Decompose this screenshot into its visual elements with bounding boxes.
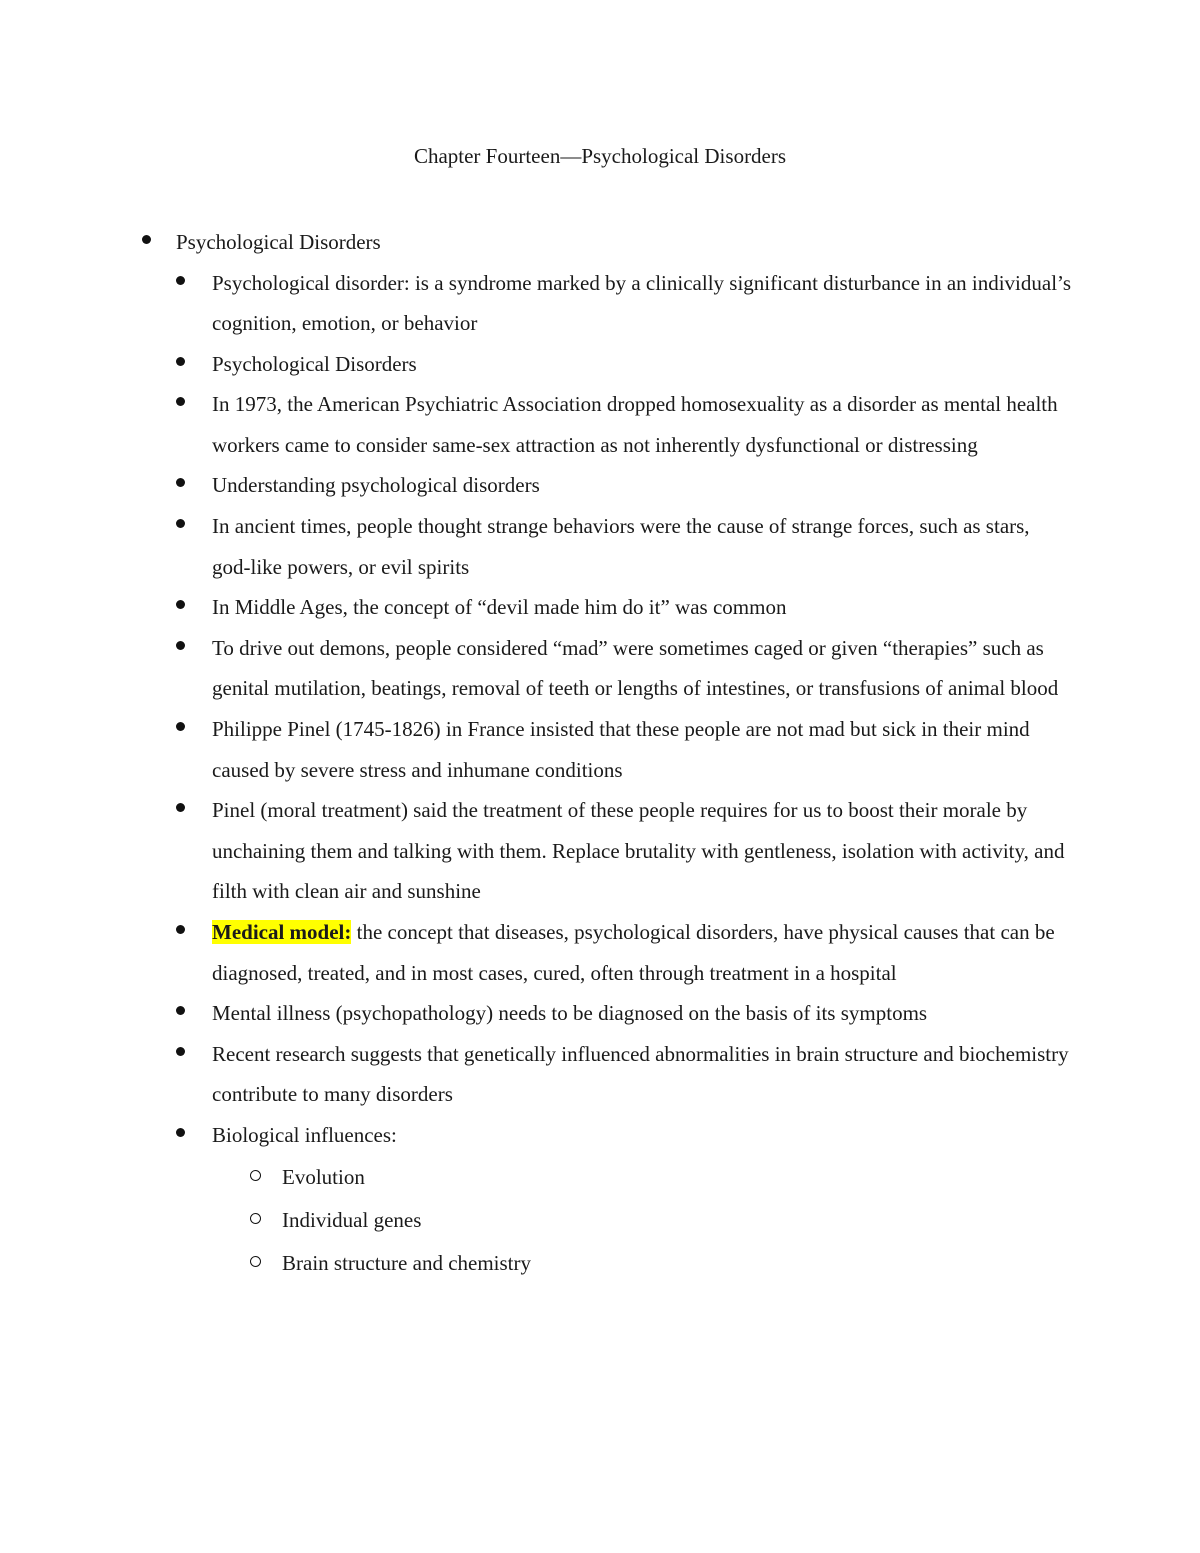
bullet-icon xyxy=(176,1047,185,1056)
highlighted-term: Medical model: xyxy=(212,920,352,944)
section-item xyxy=(142,222,1072,1285)
bullet-icon xyxy=(176,641,185,650)
bullet-icon xyxy=(176,1128,185,1137)
section-heading: Psychological Disorders xyxy=(176,230,381,254)
list-item-text: In 1973, the American Psychiatric Association dropped homosexuality as a disorder as mental health workers came to consider same-sex attraction as not inherently dysfunctional or distressing xyxy=(212,392,1058,457)
list-item-text: Psychological disorder: is a syndrome marked by a clinically significant disturbance in an individual’s cognition, emotion, or behavior xyxy=(212,270,1072,336)
list-item-text: Pinel (moral treatment) said the treatment of these people requires for us to boost their morale by unchaining them and talking with them. Replace brutality with gentleness, isolation with activity, and filth with clean air and sunshine xyxy=(212,798,1065,904)
sub-list-item-text: Evolution xyxy=(282,1164,365,1189)
bullet-icon xyxy=(142,235,151,244)
bullet-icon xyxy=(176,1006,185,1015)
list-item xyxy=(176,465,1072,506)
nested-sublist xyxy=(212,1156,1072,1285)
sub-list-item-text: Individual genes xyxy=(282,1207,422,1232)
bullet-icon xyxy=(176,722,185,731)
list-item xyxy=(176,790,1072,912)
list-item xyxy=(176,912,1072,993)
list-item xyxy=(176,1034,1072,1115)
bullet-icon xyxy=(176,357,185,366)
list-item xyxy=(176,1115,1072,1285)
list-item xyxy=(176,587,1072,628)
hollow-bullet-icon xyxy=(250,1256,261,1267)
bullet-icon xyxy=(176,600,185,609)
bullet-icon xyxy=(176,519,185,528)
bullet-icon xyxy=(176,276,185,285)
list-item xyxy=(176,506,1072,587)
list-item xyxy=(176,709,1072,790)
list-item xyxy=(176,263,1072,344)
hollow-bullet-icon xyxy=(250,1170,261,1181)
hollow-bullet-icon xyxy=(250,1213,261,1224)
list-item xyxy=(176,628,1072,709)
list-item xyxy=(176,993,1072,1034)
bullet-icon xyxy=(176,925,185,934)
bullet-icon xyxy=(176,478,185,487)
bullet-icon xyxy=(176,397,185,406)
list-item-text: Mental illness (psychopathology) needs to be diagnosed on the basis of its symptoms xyxy=(212,1001,928,1026)
list-item-text: Recent research suggests that genetically influenced abnormalities in brain structure and biochemistry contribute to many disorders xyxy=(212,1041,1069,1107)
bullet-icon xyxy=(176,803,185,812)
sub-list-item-text: Brain structure and chemistry xyxy=(282,1250,532,1275)
list-item xyxy=(176,344,1072,385)
page-title: Chapter Fourteen—Psychological Disorders xyxy=(413,144,787,168)
sub-list-item xyxy=(246,1156,1072,1199)
list-item-text: In Middle Ages, the concept of “devil made him do it” was common xyxy=(212,595,787,620)
list-item xyxy=(176,384,1072,465)
list-item-text: To drive out demons, people considered “mad” were sometimes caged or given “therapies” such as genital mutilation, beatings, removal of teeth or lengths of intestines, or transfusions of animal blood xyxy=(212,635,1059,701)
list-item-text: Psychological Disorders xyxy=(212,351,417,376)
list-item-text: the concept that diseases, psychological disorders, have physical causes that can be diagnosed, treated, and in most cases, cured, often through treatment in a hospital xyxy=(212,920,1055,985)
sub-list-item xyxy=(246,1199,1072,1242)
list-item-text: Philippe Pinel (1745-1826) in France insisted that these people are not mad but sick in their mind caused by severe stress and inhumane conditions xyxy=(212,717,1030,782)
section-sublist xyxy=(176,263,1072,1285)
list-item-text: Biological influences: xyxy=(212,1122,397,1147)
list-item-text: In ancient times, people thought strange behaviors were the cause of strange forces, such as stars, god-like powers, or evil spirits xyxy=(212,514,1030,579)
list-item-text: Understanding psychological disorders xyxy=(212,473,540,498)
sub-list-item xyxy=(246,1242,1072,1285)
outline-list xyxy=(142,222,1072,1285)
